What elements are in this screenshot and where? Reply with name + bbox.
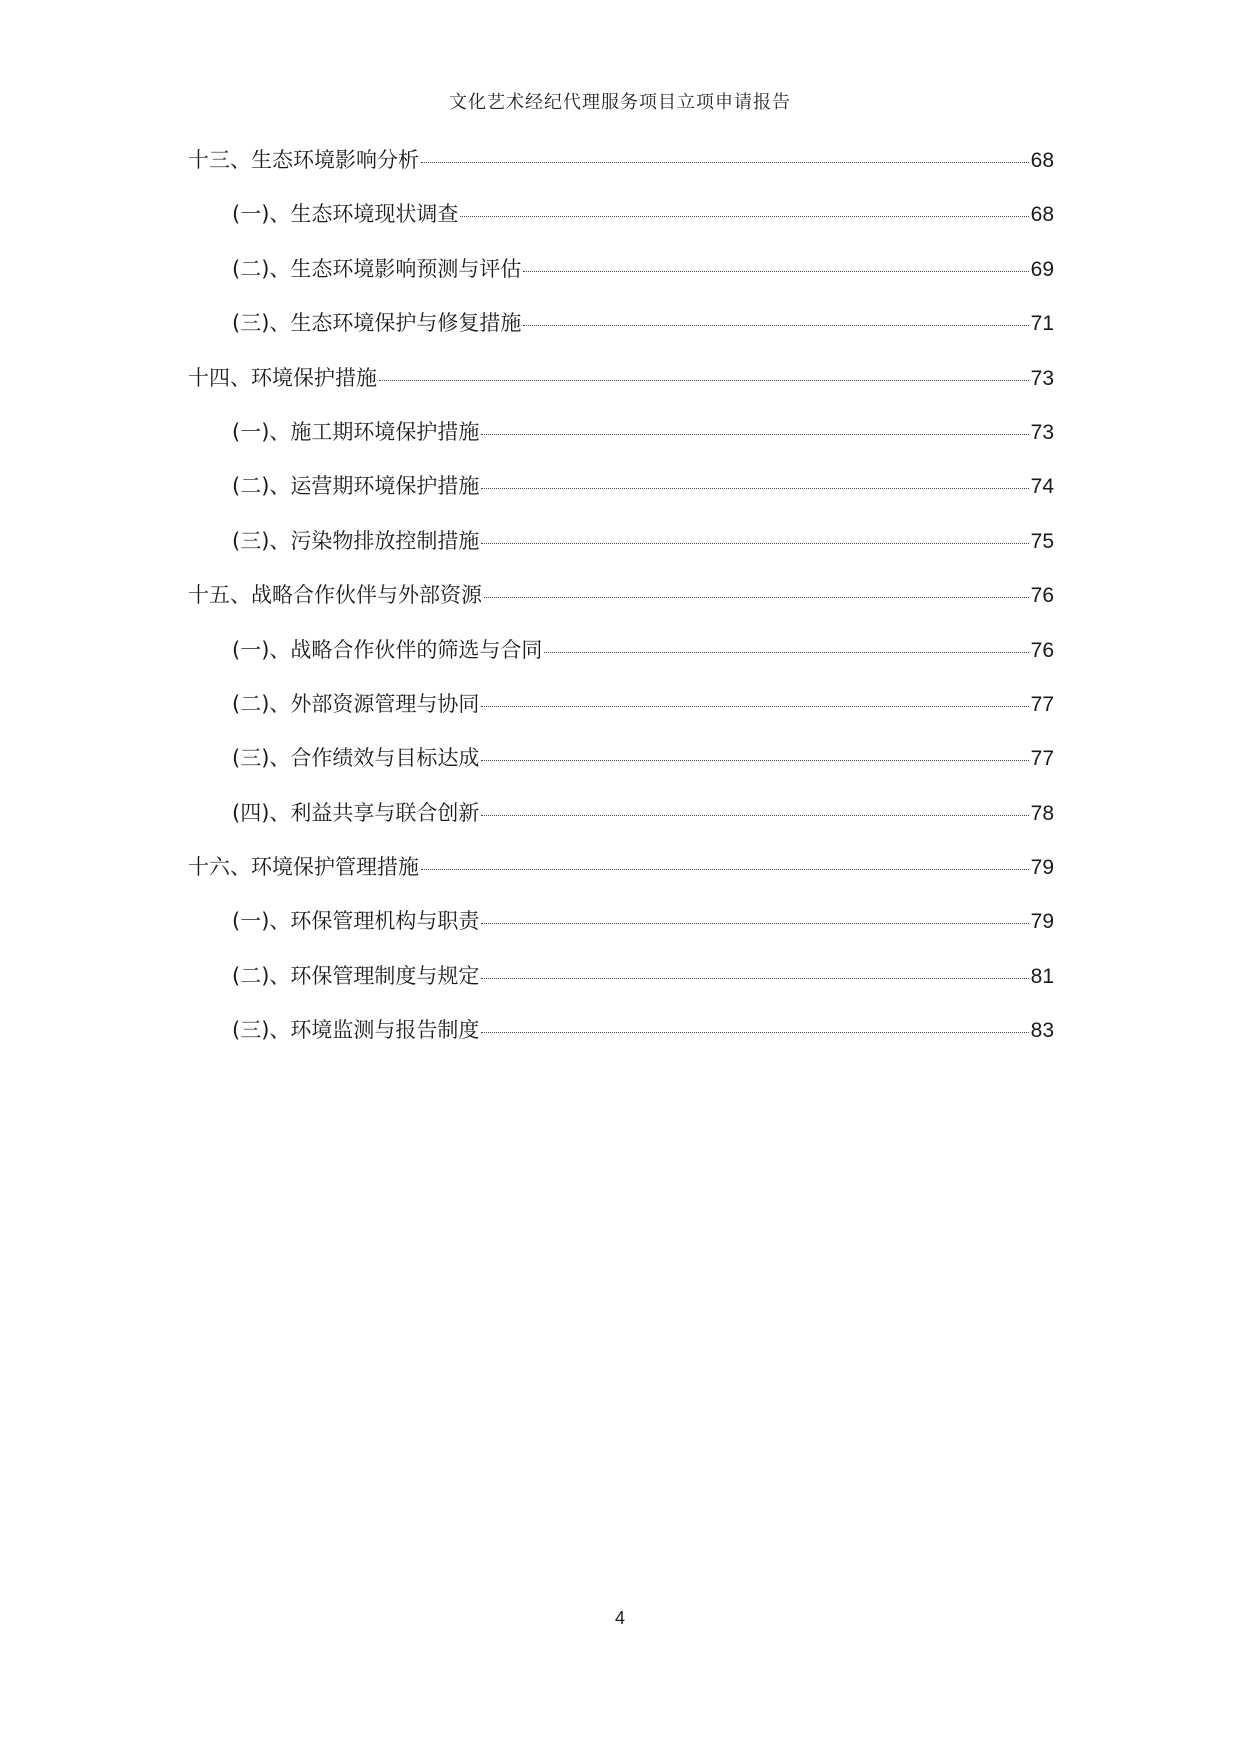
toc-entry[interactable] bbox=[188, 1008, 1054, 1062]
toc-entry-page: 73 bbox=[1030, 366, 1054, 390]
toc-dot-leader bbox=[481, 978, 1028, 979]
toc-entry-page: 69 bbox=[1030, 257, 1054, 281]
toc-entry-title: (二)、环保管理制度与规定 bbox=[232, 963, 480, 988]
toc-dot-leader bbox=[421, 869, 1029, 870]
toc-dot-leader bbox=[481, 706, 1028, 707]
toc-dot-leader bbox=[523, 271, 1028, 272]
toc-entry-page: 79 bbox=[1030, 856, 1054, 880]
toc-entry[interactable] bbox=[188, 356, 1054, 410]
toc-entry-page: 78 bbox=[1030, 801, 1054, 825]
toc-dot-leader bbox=[481, 434, 1028, 435]
toc-entry[interactable] bbox=[188, 464, 1054, 518]
toc-entry[interactable] bbox=[188, 247, 1054, 301]
toc-entry-title: 十五、战略合作伙伴与外部资源 bbox=[188, 583, 482, 608]
toc-dot-leader bbox=[523, 325, 1028, 326]
toc-dot-leader bbox=[481, 488, 1028, 489]
toc-entry[interactable] bbox=[188, 899, 1054, 953]
toc-entry-page: 68 bbox=[1030, 203, 1054, 227]
toc-entry-page: 81 bbox=[1030, 964, 1054, 988]
toc-entry-title: (一)、生态环境现状调查 bbox=[232, 202, 459, 227]
toc-entry-title: 十三、生态环境影响分析 bbox=[188, 148, 419, 172]
toc-entry-page: 68 bbox=[1030, 149, 1054, 172]
toc-entry-title: 十四、环境保护措施 bbox=[188, 365, 377, 390]
toc-entry-page: 83 bbox=[1030, 1019, 1054, 1043]
toc-dot-leader bbox=[481, 815, 1028, 816]
toc-entry[interactable] bbox=[188, 519, 1054, 573]
toc-entry-title: (四)、利益共享与联合创新 bbox=[232, 800, 480, 825]
page-number: 4 bbox=[614, 1608, 625, 1628]
toc-entry[interactable] bbox=[188, 628, 1054, 682]
toc-entry-title: 十六、环境保护管理措施 bbox=[188, 855, 419, 880]
toc-entry-title: (三)、合作绩效与目标达成 bbox=[232, 746, 480, 771]
toc-entry-title: (二)、生态环境影响预测与评估 bbox=[232, 256, 522, 281]
toc-dot-leader bbox=[481, 923, 1028, 924]
toc-entry[interactable] bbox=[188, 954, 1054, 1008]
toc-dot-leader bbox=[481, 1032, 1028, 1033]
toc-entry-title: (二)、外部资源管理与协同 bbox=[232, 691, 480, 716]
toc-entry-title: (三)、污染物排放控制措施 bbox=[232, 528, 480, 553]
toc-entry-title: (一)、战略合作伙伴的筛选与合同 bbox=[232, 637, 543, 662]
toc-entry-title: (一)、环保管理机构与职责 bbox=[232, 909, 480, 934]
toc-entry[interactable] bbox=[188, 410, 1054, 464]
toc-entry-title: (一)、施工期环境保护措施 bbox=[232, 419, 480, 444]
toc-entry[interactable] bbox=[188, 301, 1054, 355]
toc-dot-leader bbox=[379, 380, 1029, 381]
toc-entry-page: 71 bbox=[1030, 312, 1054, 336]
toc-dot-leader bbox=[421, 162, 1029, 163]
toc-entry[interactable] bbox=[188, 682, 1054, 736]
toc-entry-page: 76 bbox=[1030, 584, 1054, 608]
toc-entry-page: 77 bbox=[1030, 747, 1054, 771]
toc-entry[interactable] bbox=[188, 573, 1054, 627]
toc-entry-page: 75 bbox=[1030, 529, 1054, 553]
toc-entry[interactable] bbox=[188, 138, 1054, 192]
toc-dot-leader bbox=[481, 760, 1028, 761]
toc-entry-page: 76 bbox=[1030, 638, 1054, 662]
page-header-title: 文化艺术经纪代理服务项目立项申请报告 bbox=[449, 92, 791, 113]
toc-dot-leader bbox=[544, 652, 1028, 653]
toc-entry-page: 79 bbox=[1030, 910, 1054, 934]
toc-entry[interactable] bbox=[188, 791, 1054, 845]
toc-entry[interactable] bbox=[188, 736, 1054, 790]
toc-entry[interactable] bbox=[188, 192, 1054, 246]
toc-entry-page: 73 bbox=[1030, 420, 1054, 444]
toc-entry-title: (三)、生态环境保护与修复措施 bbox=[232, 311, 522, 336]
toc-entry-page: 77 bbox=[1030, 692, 1054, 716]
toc-entry[interactable] bbox=[188, 845, 1054, 899]
table-of-contents bbox=[188, 138, 1054, 1063]
toc-dot-leader bbox=[460, 216, 1028, 217]
toc-dot-leader bbox=[481, 543, 1028, 544]
toc-entry-title: (二)、运营期环境保护措施 bbox=[232, 474, 480, 499]
toc-entry-title: (三)、环境监测与报告制度 bbox=[232, 1018, 480, 1043]
toc-entry-page: 74 bbox=[1030, 475, 1054, 499]
toc-dot-leader bbox=[484, 597, 1029, 598]
